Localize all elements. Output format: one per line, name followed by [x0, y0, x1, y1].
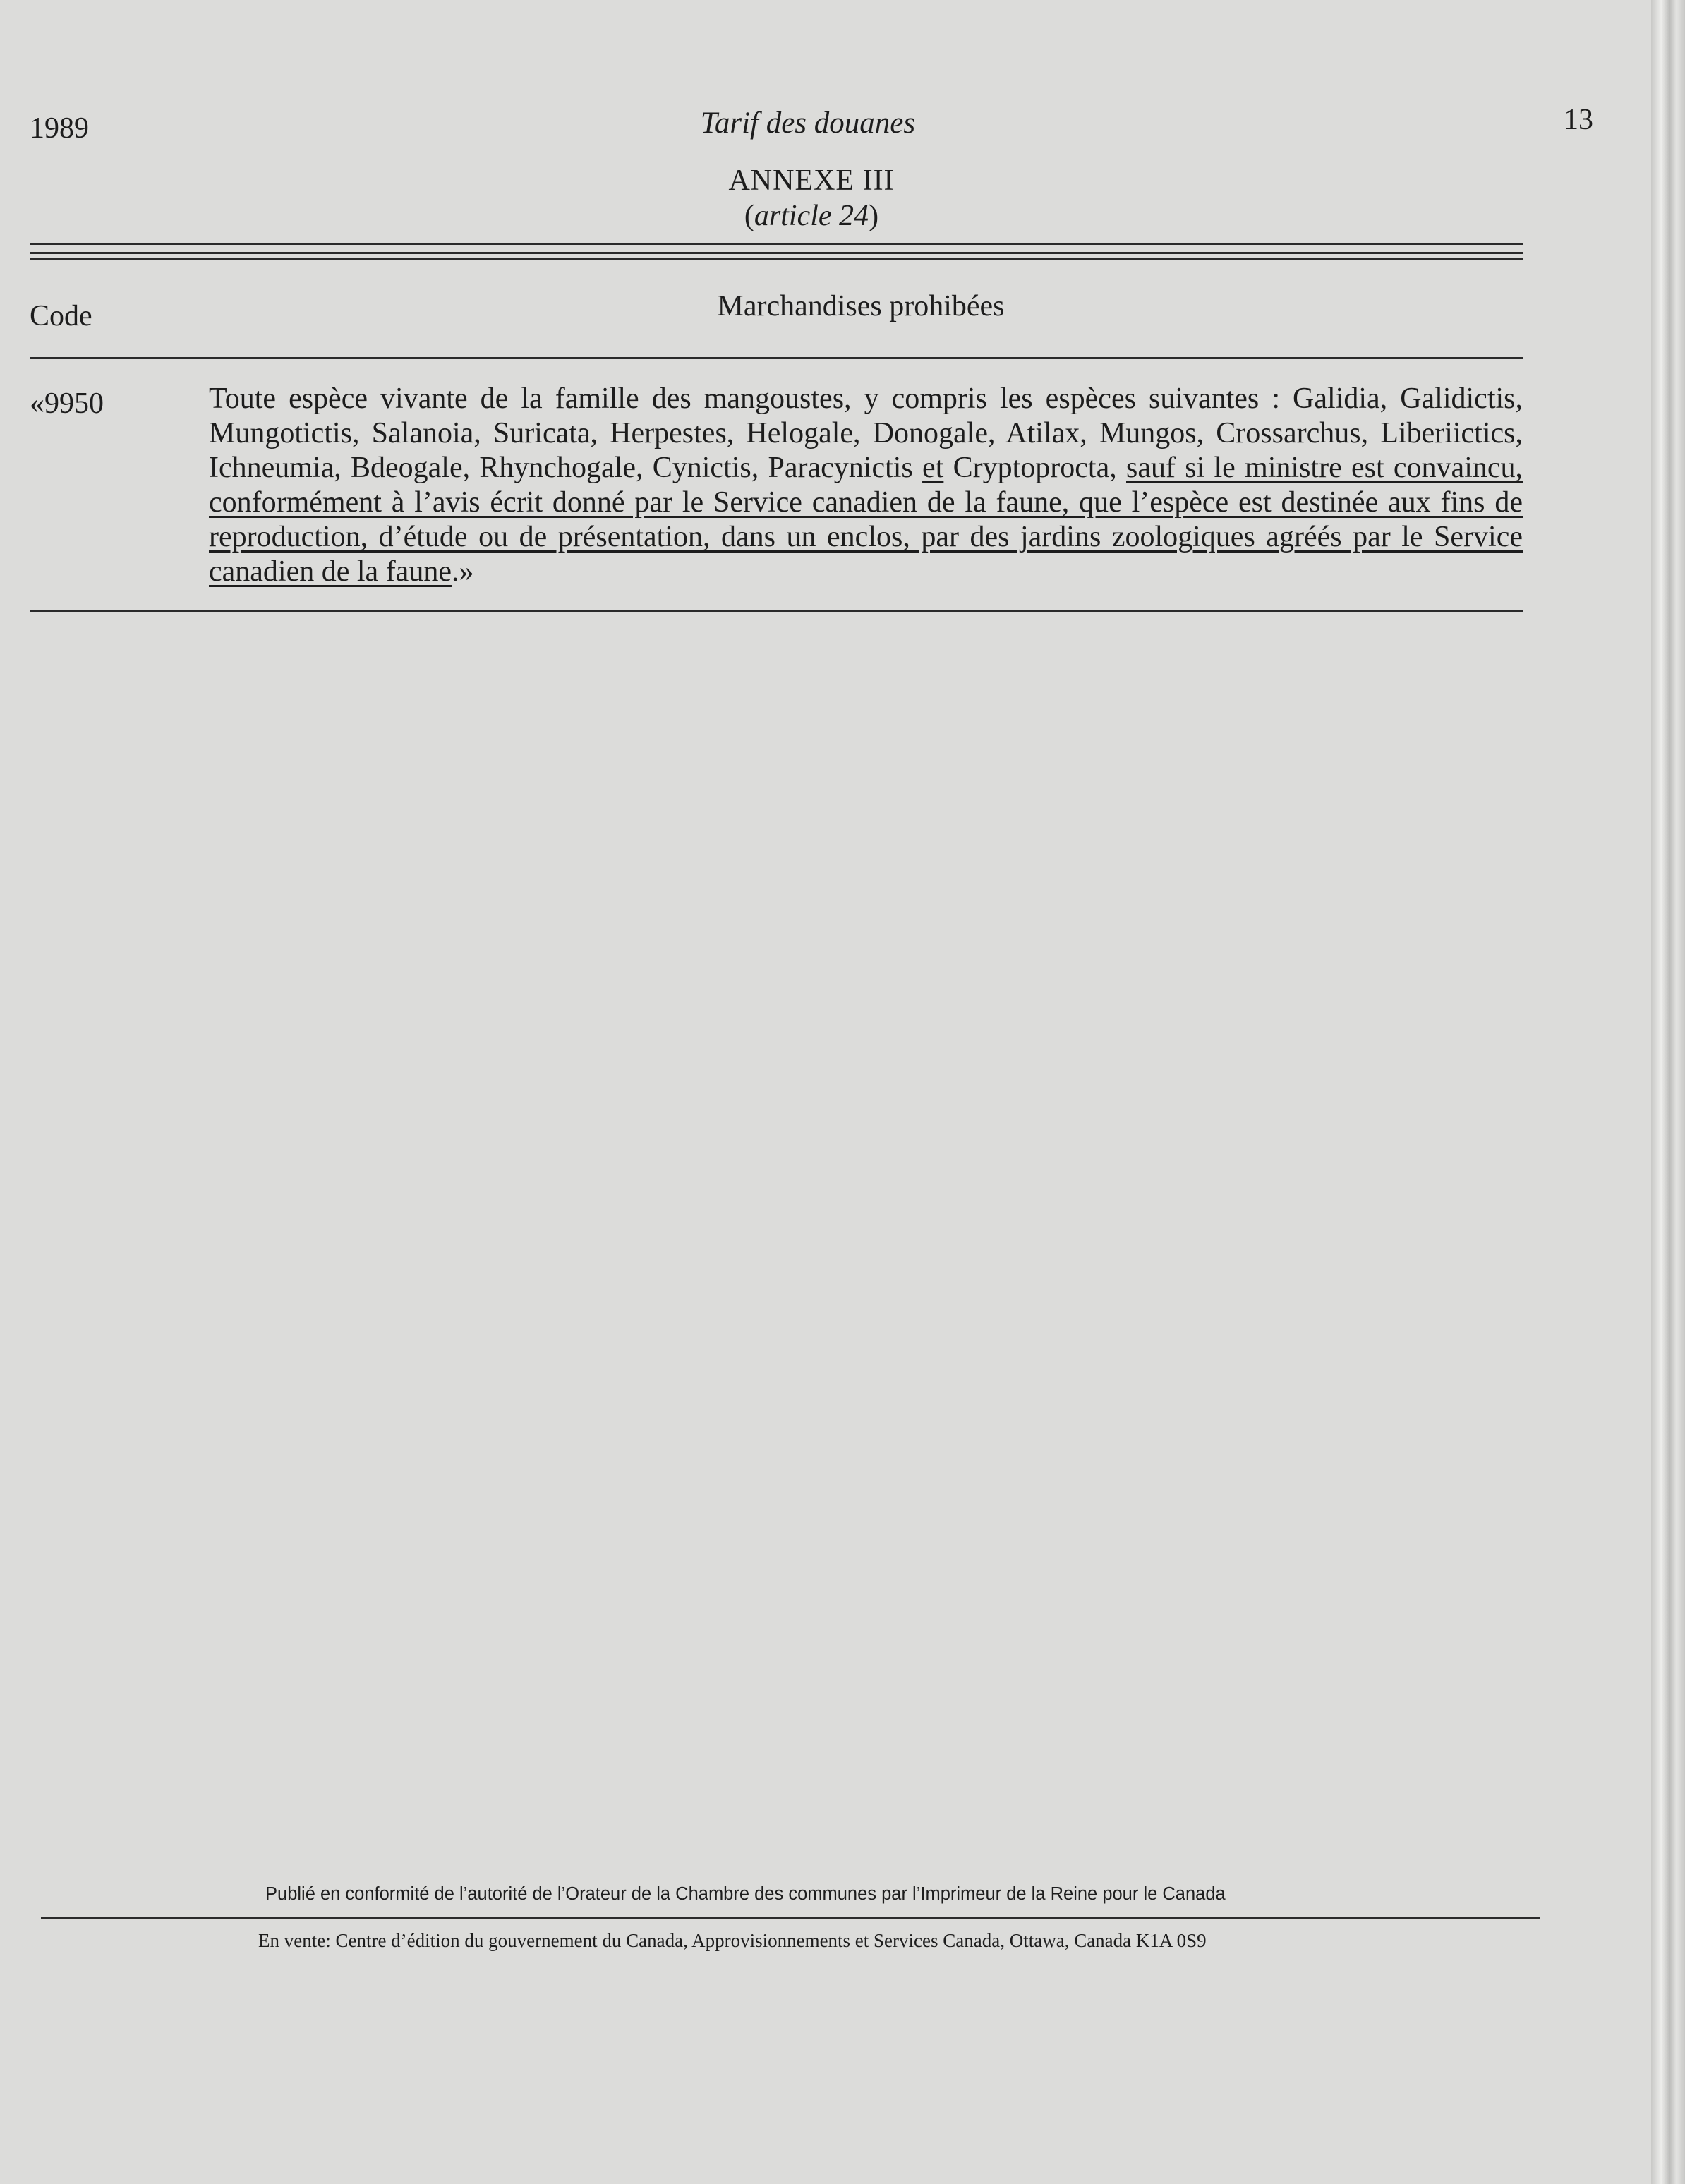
table-top-rule-2: [30, 252, 1523, 254]
article-open-paren: (: [744, 200, 754, 232]
footer-rule: [41, 1917, 1540, 1919]
entry-code: «9950: [30, 387, 104, 420]
entry-text-part1: Toute espèce vivante de la famille des mangoustes, y compris les espèces suivantes : Galidia, Galidictis, Mungotictis, Salanoia, Suricata, Herpestes, Helogale, Donogale, Atilax, Mungos, Crossarchus, Liberiictics, Ichneumia, Bdeogale, Rhynchogale, Cynictis, Paracynictis: [209, 382, 1523, 484]
schedule-heading: ANNEXE III: [728, 164, 895, 197]
page-edge: [1651, 0, 1685, 2184]
column-header-code: Code: [30, 300, 92, 332]
entry-text-end: .»: [451, 555, 474, 588]
footer-published-note: Publié en conformité de l’autorité de l’Orateur de la Chambre des communes par l’Imprimeur de la Reine pour le Canada: [265, 1884, 1226, 1904]
entry-text-et: et: [922, 452, 944, 484]
footer-sale-note: En vente: Centre d’édition du gouvernement du Canada, Approvisionnements et Services Canada, Ottawa, Canada K1A 0S9: [258, 1930, 1207, 1951]
column-header-goods: Marchandises prohibées: [717, 290, 1005, 322]
header-year: 1989: [30, 112, 89, 145]
entry-text-part2: Cryptoprocta,: [943, 452, 1126, 484]
article-close-paren: ): [869, 200, 879, 232]
header-separator-rule: [30, 357, 1523, 359]
entry-text-amendment: sauf si le ministre est convaincu, conformément à l’avis écrit donné par le Service canadien de la faune, que l’espèce est destinée aux fins de reproduction, d’étude ou de présentation, dans un enclos, par des jardins zoologiques agréés par le Service canadien de la faune: [209, 452, 1523, 588]
header-title: Tarif des douanes: [700, 107, 916, 140]
table-top-rule-3: [30, 258, 1523, 260]
page-number: 13: [1564, 104, 1593, 136]
article-ref-text: article 24: [754, 200, 869, 232]
table-bottom-rule: [30, 610, 1523, 612]
entry-description: [209, 382, 1523, 589]
table-top-rule-1: [30, 243, 1523, 245]
schedule-article-ref: [0, 199, 1623, 233]
